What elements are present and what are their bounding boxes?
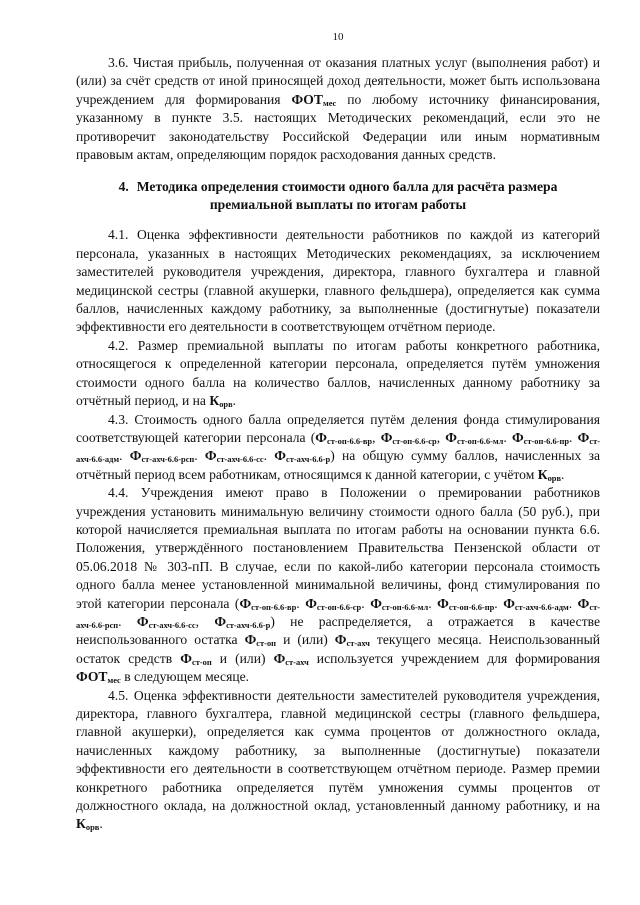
text-run: . bbox=[194, 448, 205, 464]
formula-subscript: ст-ахч-6.6-р bbox=[285, 454, 331, 465]
formula-symbol: Ф bbox=[274, 448, 286, 464]
formula-subscript: ст-оп-6.6-мл bbox=[456, 436, 504, 446]
text-run: 4.2. Размер премиальной выплаты по итогам работы конкретного работника, относящегося к определенной категории персонала, определяется путём умножения стоимости одного балла на количество баллов, начисленных данному работнику за отчётный период, и на bbox=[76, 337, 600, 409]
text-run: . bbox=[361, 595, 371, 611]
formula-subscript: орв bbox=[219, 399, 233, 410]
text-run: . bbox=[569, 429, 578, 445]
text-run: в следующем месяце. bbox=[120, 669, 250, 685]
formula-symbol: Ф bbox=[204, 448, 217, 464]
text-run: . bbox=[296, 595, 306, 611]
text-run: , bbox=[195, 613, 215, 629]
formula-subscript: ст-оп-6.6-ср bbox=[316, 601, 362, 612]
formula-symbol: К bbox=[76, 816, 86, 832]
formula-subscript: ст-ахч-6.6-р bbox=[226, 620, 271, 631]
formula-symbol: ФОТ bbox=[291, 91, 323, 107]
text-run: 4.4. Учреждения имеют право в Положении о премировании работников учреждения установить минимальную величину стоимости одного балла (50 руб.), при которой начисляется премиальная выплата по итогам работы на основании пункта 6.6. Положения, утверждённого постановлением Правительства Пензенской области от 05.06.2018 № 303-пП. В случае, если по какой-либо категории персонала стоимость одного балла менее установленной минимальной величины, фонд стимулирования по этой категории персонала ( bbox=[76, 485, 600, 611]
text-run: . bbox=[263, 448, 275, 464]
formula-symbol: Ф bbox=[511, 429, 524, 445]
text-run: ) не распределяется, а отражается в качестве неиспользованного остатка bbox=[76, 613, 601, 648]
text-run: . bbox=[428, 595, 438, 611]
formula-subscript: ст-ахч-6.6-рсп bbox=[141, 454, 195, 465]
formula-symbol: Ф bbox=[244, 632, 257, 648]
formula-symbol: К bbox=[209, 393, 220, 409]
text-run: . bbox=[561, 466, 565, 482]
page-number: 10 bbox=[332, 31, 344, 43]
section-heading-4 bbox=[76, 178, 600, 214]
formula-symbol: Ф bbox=[315, 429, 327, 445]
formula-subscript: ст-ахч-6.6-адм bbox=[514, 601, 569, 612]
paragraph-3-6 bbox=[76, 54, 600, 164]
formula-subscript: ст-оп-6.6-пр bbox=[448, 601, 495, 612]
paragraph-4-1 bbox=[76, 226, 600, 336]
formula-symbol: Ф bbox=[577, 595, 590, 611]
formula-subscript: ст-ахч-6.6-сс bbox=[148, 620, 196, 631]
text-run: и (или) bbox=[276, 632, 335, 648]
section-title: Методика определения стоимости одного балла для расчёта размера премиальной выплаты по итогам работы bbox=[136, 179, 558, 213]
formula-subscript: мес bbox=[322, 97, 337, 108]
formula-symbol: Ф bbox=[334, 632, 347, 648]
formula-symbol: Ф bbox=[239, 595, 252, 611]
formula-symbol: Ф bbox=[136, 613, 149, 629]
text-run: текущего месяца. Неиспользованный остаток средств bbox=[76, 632, 601, 666]
text-run: ) на общую сумму баллов, начисленных за отчётный период всем работникам, относящимся к данной категории, с учётом bbox=[76, 448, 600, 482]
formula-subscript: ст-ахч bbox=[285, 656, 309, 667]
text-run: 4.3. Стоимость одного балла определяется путём деления фонда стимулирования соответствующей категории персонала ( bbox=[76, 411, 600, 445]
text-run: 3.6. Чистая прибыль, полученная от оказания платных услуг (выполнения работ) и (или) за счёт средств от иной приносящей доход деятельности, может быть использована учреждением для формирования bbox=[76, 55, 600, 107]
section-number: 4. bbox=[118, 179, 129, 195]
text-run: . bbox=[503, 429, 512, 445]
formula-symbol: ФОТ bbox=[76, 669, 108, 685]
formula-subscript: мес bbox=[107, 675, 121, 686]
text-run: . bbox=[232, 393, 237, 409]
formula-subscript: ст-ахч-6.6-адм bbox=[76, 436, 601, 465]
formula-subscript: ст-оп-6.6-мл bbox=[381, 601, 429, 612]
formula-symbol: Ф bbox=[129, 448, 142, 464]
formula-subscript: ст-ахч-6.6-рсп bbox=[76, 601, 601, 631]
formula-subscript: ст-ахч bbox=[346, 638, 370, 649]
formula-symbol: Ф bbox=[214, 613, 227, 629]
formula-subscript: орв bbox=[85, 822, 100, 833]
formula-symbol: Ф bbox=[437, 595, 449, 611]
formula-subscript: ст-оп bbox=[191, 656, 212, 667]
formula-symbol: Ф bbox=[577, 429, 590, 445]
paragraph-4-2 bbox=[76, 337, 600, 411]
formula-subscript: ст-оп-6.6-вр bbox=[251, 601, 297, 612]
text-run: . bbox=[119, 448, 130, 464]
text-run: по любому источнику финансирования, указанному в пункте 3.5. настоящих Методических рекомендаций, если это не противоречит законодательству Российской Федерации или иным нормативным правовым актам, определяющим порядок расходования данных средств. bbox=[76, 91, 600, 163]
paragraph-4-3 bbox=[76, 411, 600, 485]
text-run: . bbox=[99, 816, 103, 832]
text-run: и (или) bbox=[211, 650, 274, 666]
formula-subscript: орв bbox=[547, 472, 562, 483]
formula-subscript: ст-оп-6.6-пр bbox=[523, 436, 570, 446]
text-run: . bbox=[568, 595, 578, 611]
formula-symbol: Ф bbox=[370, 595, 382, 611]
text-run: используется учреждением для формирования bbox=[308, 650, 601, 666]
formula-symbol: Ф bbox=[305, 595, 317, 611]
paragraph-4-4 bbox=[76, 484, 600, 686]
formula-symbol: Ф bbox=[180, 650, 192, 666]
text-run: 4.5. Оценка эффективности деятельности заместителей руководителя учреждения, директора, главного бухгалтера, главной медицинской сестры (главного фельдшера, главной акушерки), определяется как сумма процентов от должностного оклада, начисленных каждому работнику, за выполненные (достигнутые) показатели эффективности его деятельности в соответствующем отчётном периоде. Размер премии конкретного работника определяется путём умножения суммы процентов от должностного оклада, на должностной оклад, установленный данному работнику, и на bbox=[76, 687, 600, 814]
formula-symbol: Ф bbox=[503, 595, 515, 611]
formula-symbol: Ф bbox=[445, 429, 457, 445]
formula-subscript: ст-оп-6.6-ср bbox=[392, 436, 437, 446]
formula-subscript: ст-ахч-6.6-сс bbox=[216, 454, 264, 465]
text-run: 4.1. Оценка эффективности деятельности работников по каждой из категорий персонала, указанных в настоящих Методических рекомендациях, за исключением заместителей руководителя учреждения, директора, главного бухгалтера и главной медицинской сестры (главной акушерки, главного фельдшера), определяется как сумма баллов, начисленных каждому работнику, за выполненные (достигнутые) показатели эффективности его деятельности в соответствующем отчётном периоде. bbox=[76, 227, 600, 335]
text-run: . bbox=[118, 613, 137, 629]
formula-symbol: Ф bbox=[273, 650, 286, 666]
text-run: , bbox=[372, 429, 381, 445]
text-run: , bbox=[436, 429, 446, 445]
formula-symbol: Ф bbox=[380, 429, 393, 445]
formula-subscript: ст-оп-6.6-вр bbox=[326, 436, 373, 446]
paragraph-4-5 bbox=[76, 687, 600, 834]
text-run: . bbox=[494, 595, 504, 611]
formula-subscript: ст-оп bbox=[256, 638, 277, 649]
formula-symbol: К bbox=[537, 466, 548, 482]
